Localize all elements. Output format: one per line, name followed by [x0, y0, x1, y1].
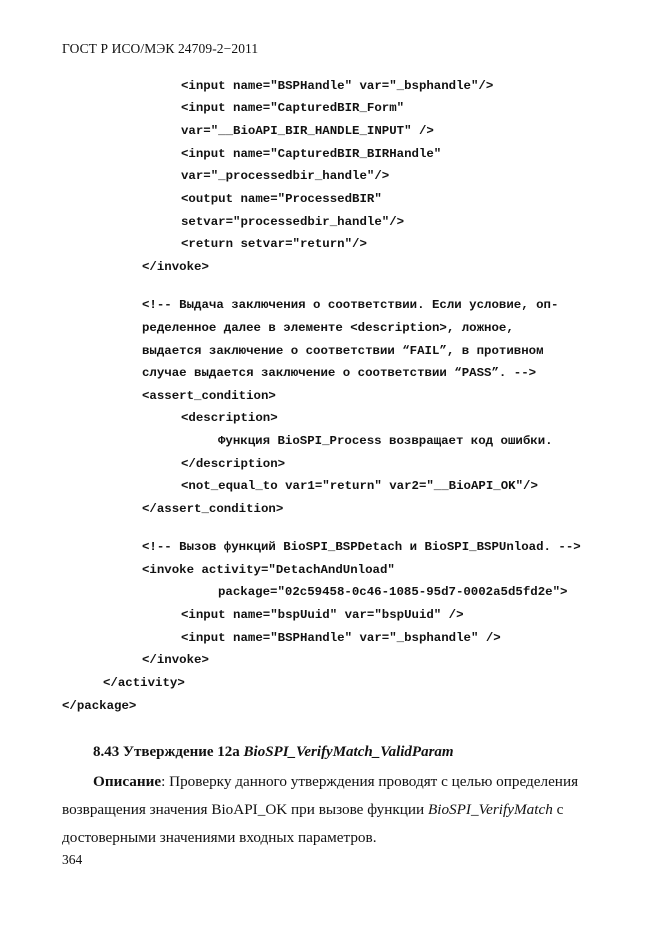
code-line: </invoke>: [142, 260, 209, 274]
description-text: : Проверку данного утверждения проводят с целью определения: [161, 773, 579, 790]
code-line: </activity>: [103, 676, 185, 690]
code-line: <assert_condition>: [142, 389, 276, 403]
code-line: <output name="ProcessedBIR": [181, 192, 382, 206]
code-line: </package>: [62, 699, 137, 713]
code-line: <return setvar="return"/>: [181, 237, 367, 251]
description-line-3: достоверными значениями входных параметров.: [62, 829, 377, 846]
code-comment-line: случае выдается заключение о соответствии “PASS”. -->: [142, 366, 537, 380]
description-line-2: [62, 801, 563, 819]
code-line: </description>: [181, 457, 286, 471]
code-line: var="__BioAPI_BIR_HANDLE_INPUT" />: [181, 124, 434, 138]
code-line: Функция BioSPI_Process возвращает код ошибки.: [218, 434, 553, 448]
section-heading: [93, 744, 454, 761]
code-line: <input name="CapturedBIR_BIRHandle": [181, 147, 442, 161]
section-function-name: BioSPI_VerifyMatch_ValidParam: [243, 744, 454, 760]
description-text: возвращения значения BioAPI_OK при вызове функции: [62, 801, 428, 818]
code-comment-line: <!-- Выдача заключения о соответствии. Если условие, оп-: [142, 298, 559, 312]
code-comment-line: ределенное далее в элементе <description>, ложное,: [142, 321, 514, 335]
code-line: <invoke activity="DetachAndUnload": [142, 563, 395, 577]
code-comment-line: <!-- Вызов функций BioSPI_BSPDetach и BioSPI_BSPUnload. -->: [142, 540, 581, 554]
code-line: <description>: [181, 411, 278, 425]
standard-header: ГОСТ Р ИСО/МЭК 24709-2−2011: [62, 41, 259, 56]
code-line: </invoke>: [142, 653, 209, 667]
code-line: setvar="processedbir_handle"/>: [181, 215, 405, 229]
description-text: с: [552, 801, 564, 818]
code-comment-line: выдается заключение о соответствии “FAIL”, в противном: [142, 344, 544, 358]
page-number: 364: [62, 852, 83, 867]
code-line: <not_equal_to var1="return" var2="__BioAPI_OK"/>: [181, 479, 538, 493]
description-line-1: [93, 773, 578, 791]
code-line: <input name="CapturedBIR_Form": [181, 101, 405, 115]
function-name-italic: BioSPI_VerifyMatch: [427, 801, 553, 818]
description-label: Описание: [93, 773, 162, 790]
section-number-title: 8.43 Утверждение 12a: [93, 744, 244, 760]
code-line: <input name="BSPHandle" var="_bsphandle"/>: [181, 79, 494, 93]
code-line: <input name="bspUuid" var="bspUuid" />: [181, 608, 464, 622]
code-line: </assert_condition>: [142, 502, 284, 516]
code-line: var="_processedbir_handle"/>: [181, 169, 390, 183]
code-line: <input name="BSPHandle" var="_bsphandle" />: [181, 631, 501, 645]
code-line: package="02c59458-0c46-1085-95d7-0002a5d5fd2e">: [218, 585, 568, 599]
